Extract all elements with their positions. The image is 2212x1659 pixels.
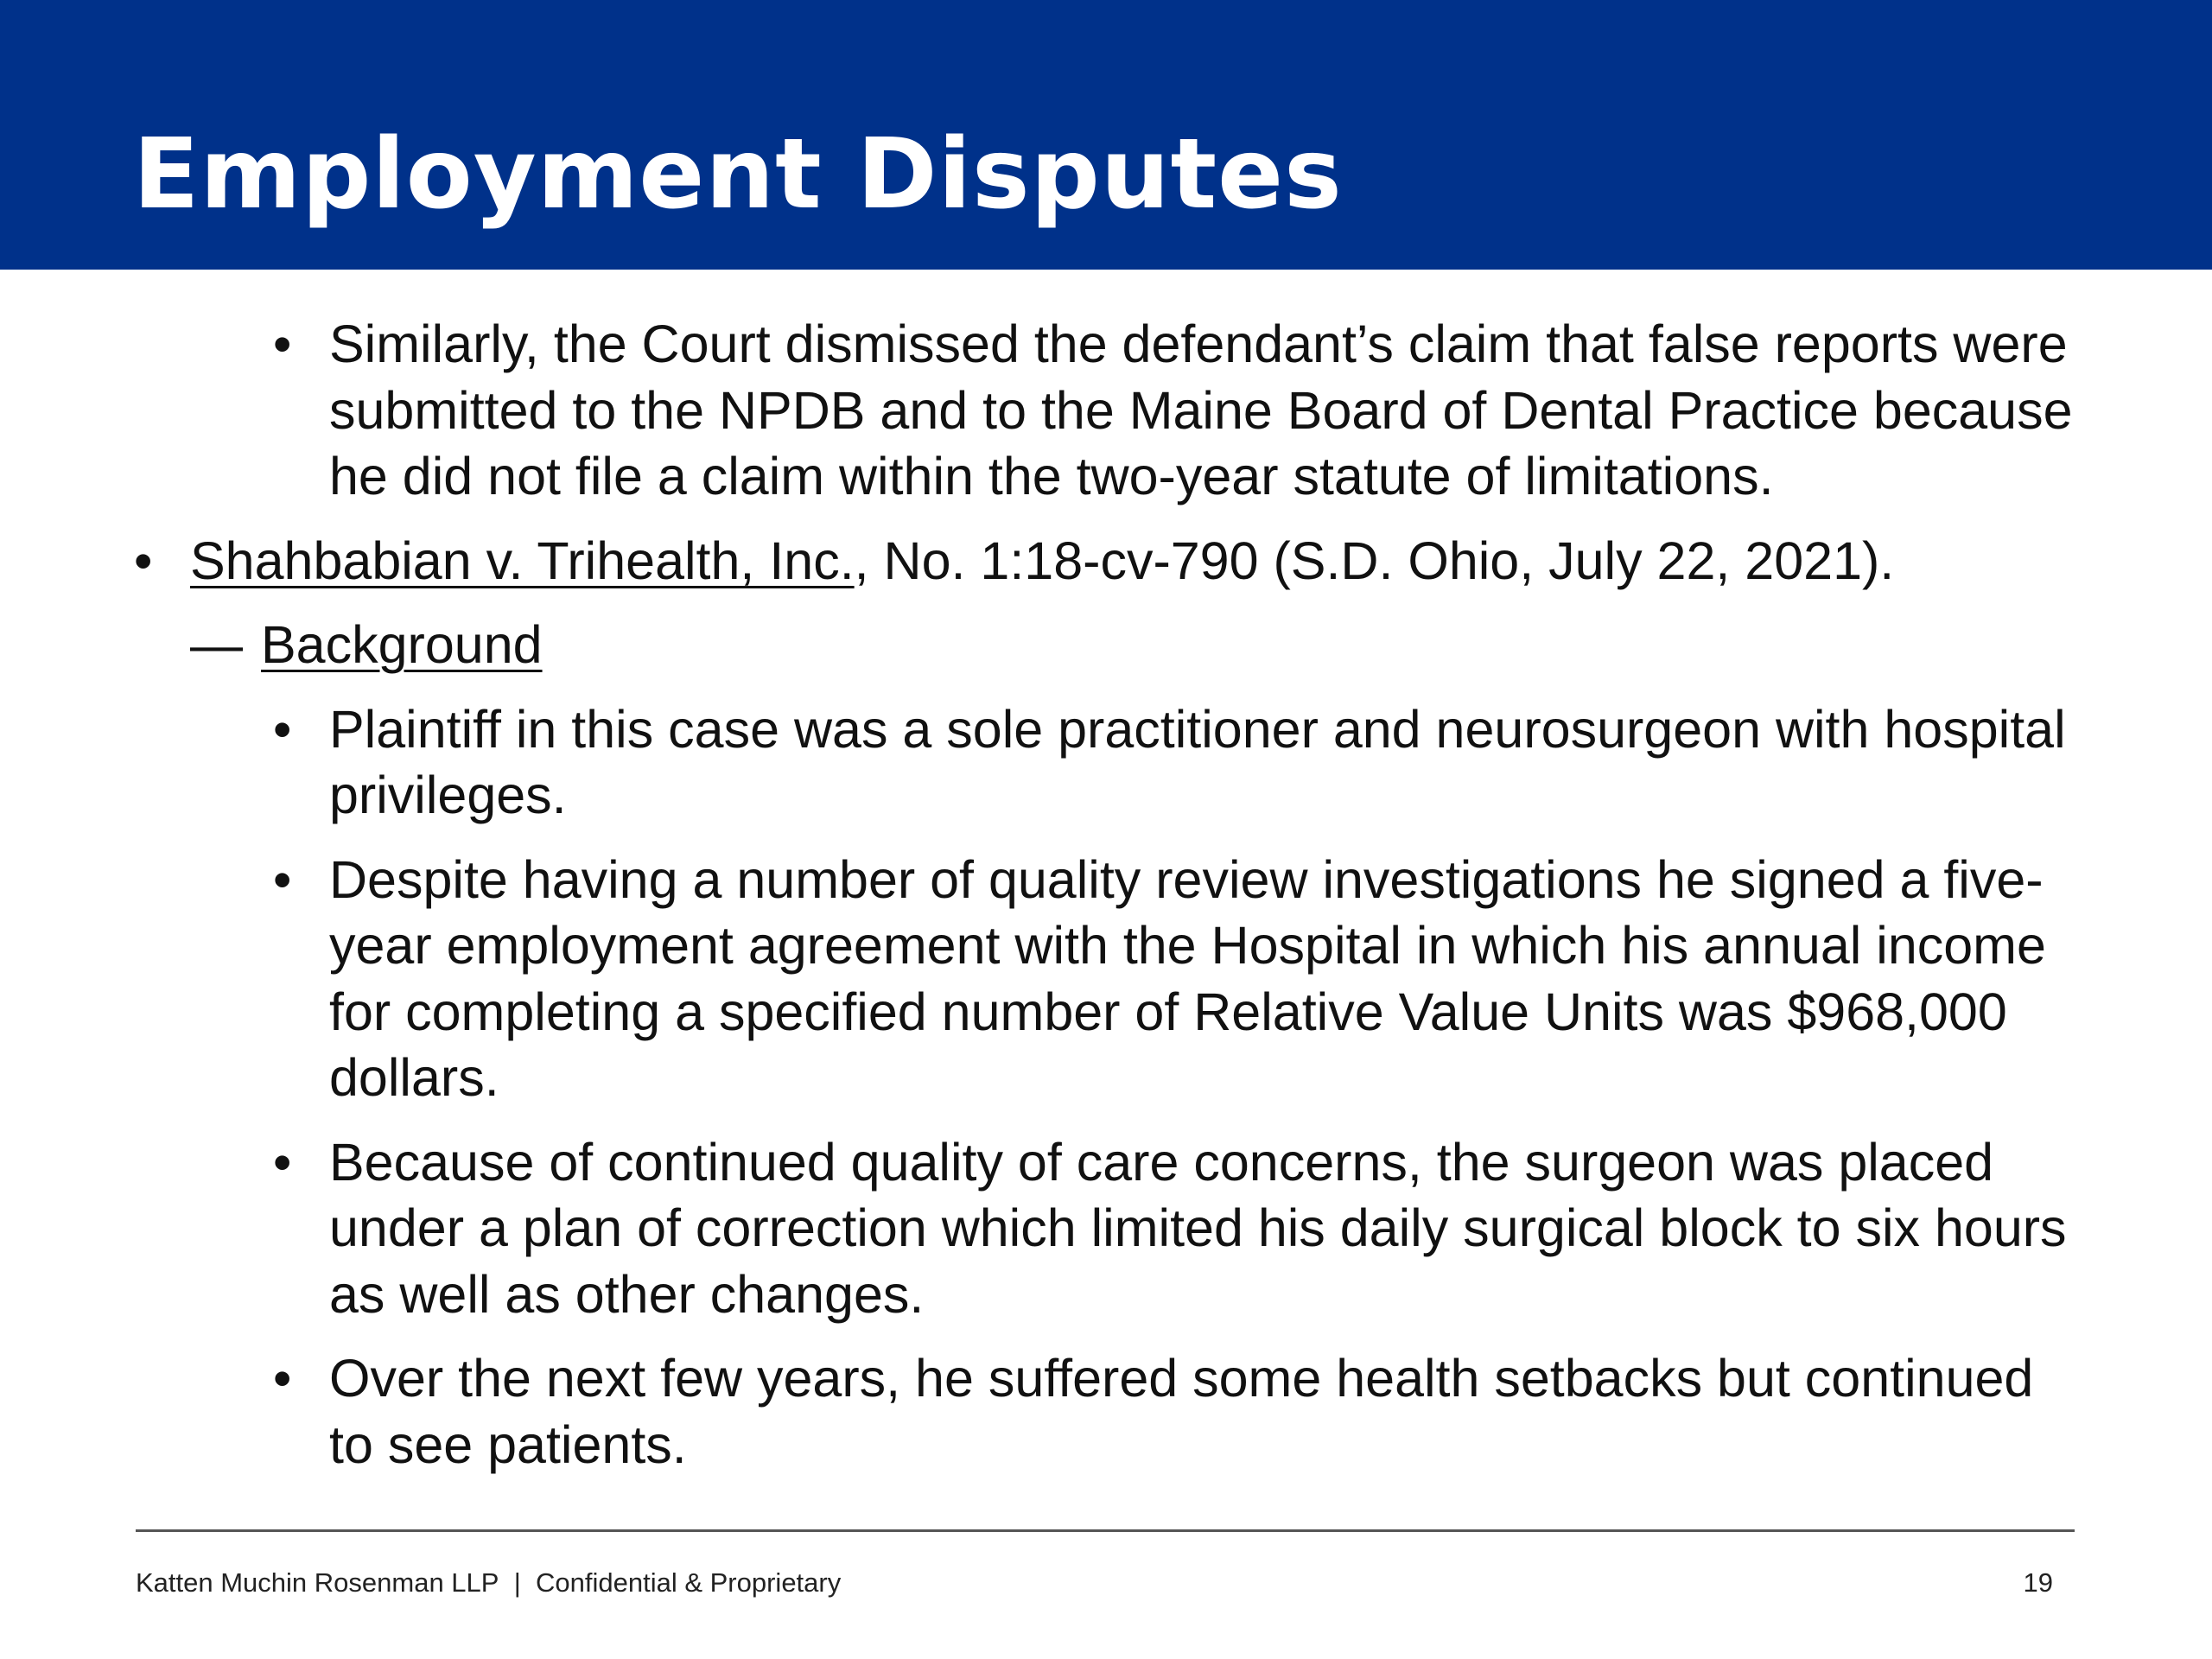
bullet-marker: • [273, 1132, 292, 1192]
bullet-item [0, 1129, 2075, 1328]
bullet-text: Despite having a number of quality review investigations he signed a five-year employment agreement with the Hospital in which his annual income for completing a specified number of Relative Value Units was $968,000 dollars. [329, 849, 2046, 1107]
bullet-marker: • [134, 531, 153, 590]
bullet-text: Similarly, the Court dismissed the defendant’s claim that false reports were submitted to the NPDB and to the Maine Board of Dental Practice because he did not file a claim within the two-year statute of limitations. [329, 315, 2073, 505]
bullet-marker: • [273, 849, 292, 909]
bullet-marker: • [273, 1349, 292, 1408]
bullet-item [0, 311, 2075, 510]
slide-body [0, 311, 2212, 1478]
title-bar [0, 0, 2212, 270]
bullet-text: Plaintiff in this case was a sole practitioner and neurosurgeon with hospital privileges. [329, 699, 2066, 824]
bullet-item [0, 847, 2075, 1111]
section-heading-item [0, 612, 2075, 678]
footer-text [136, 1566, 841, 1600]
section-heading: Background [261, 615, 543, 674]
page-number: 19 [2023, 1567, 2053, 1598]
footer-separator: | [513, 1567, 521, 1598]
case-citation-text [190, 528, 2074, 594]
case-citation-item [0, 528, 2074, 594]
footer-divider [136, 1529, 2075, 1532]
footer-firm: Katten Muchin Rosenman LLP [136, 1567, 499, 1598]
bullet-item [0, 1345, 2075, 1478]
bullet-item [0, 696, 2075, 829]
footer-label: Confidential & Proprietary [536, 1567, 842, 1598]
case-name: Shahbabian v. Trihealth, Inc. [190, 531, 855, 590]
case-citation: , No. 1:18-cv-790 (S.D. Ohio, July 22, 2021). [854, 531, 1895, 590]
dash-marker: — [190, 615, 243, 674]
bullet-text: Over the next few years, he suffered some health setbacks but continued to see patients. [329, 1349, 2034, 1474]
slide-title: Employment Disputes [133, 118, 1343, 231]
bullet-marker: • [273, 699, 292, 759]
bullet-text: Because of continued quality of care concerns, the surgeon was placed under a plan of correction which limited his daily surgical block to six hours as well as other changes. [329, 1132, 2067, 1324]
bullet-marker: • [273, 315, 292, 373]
